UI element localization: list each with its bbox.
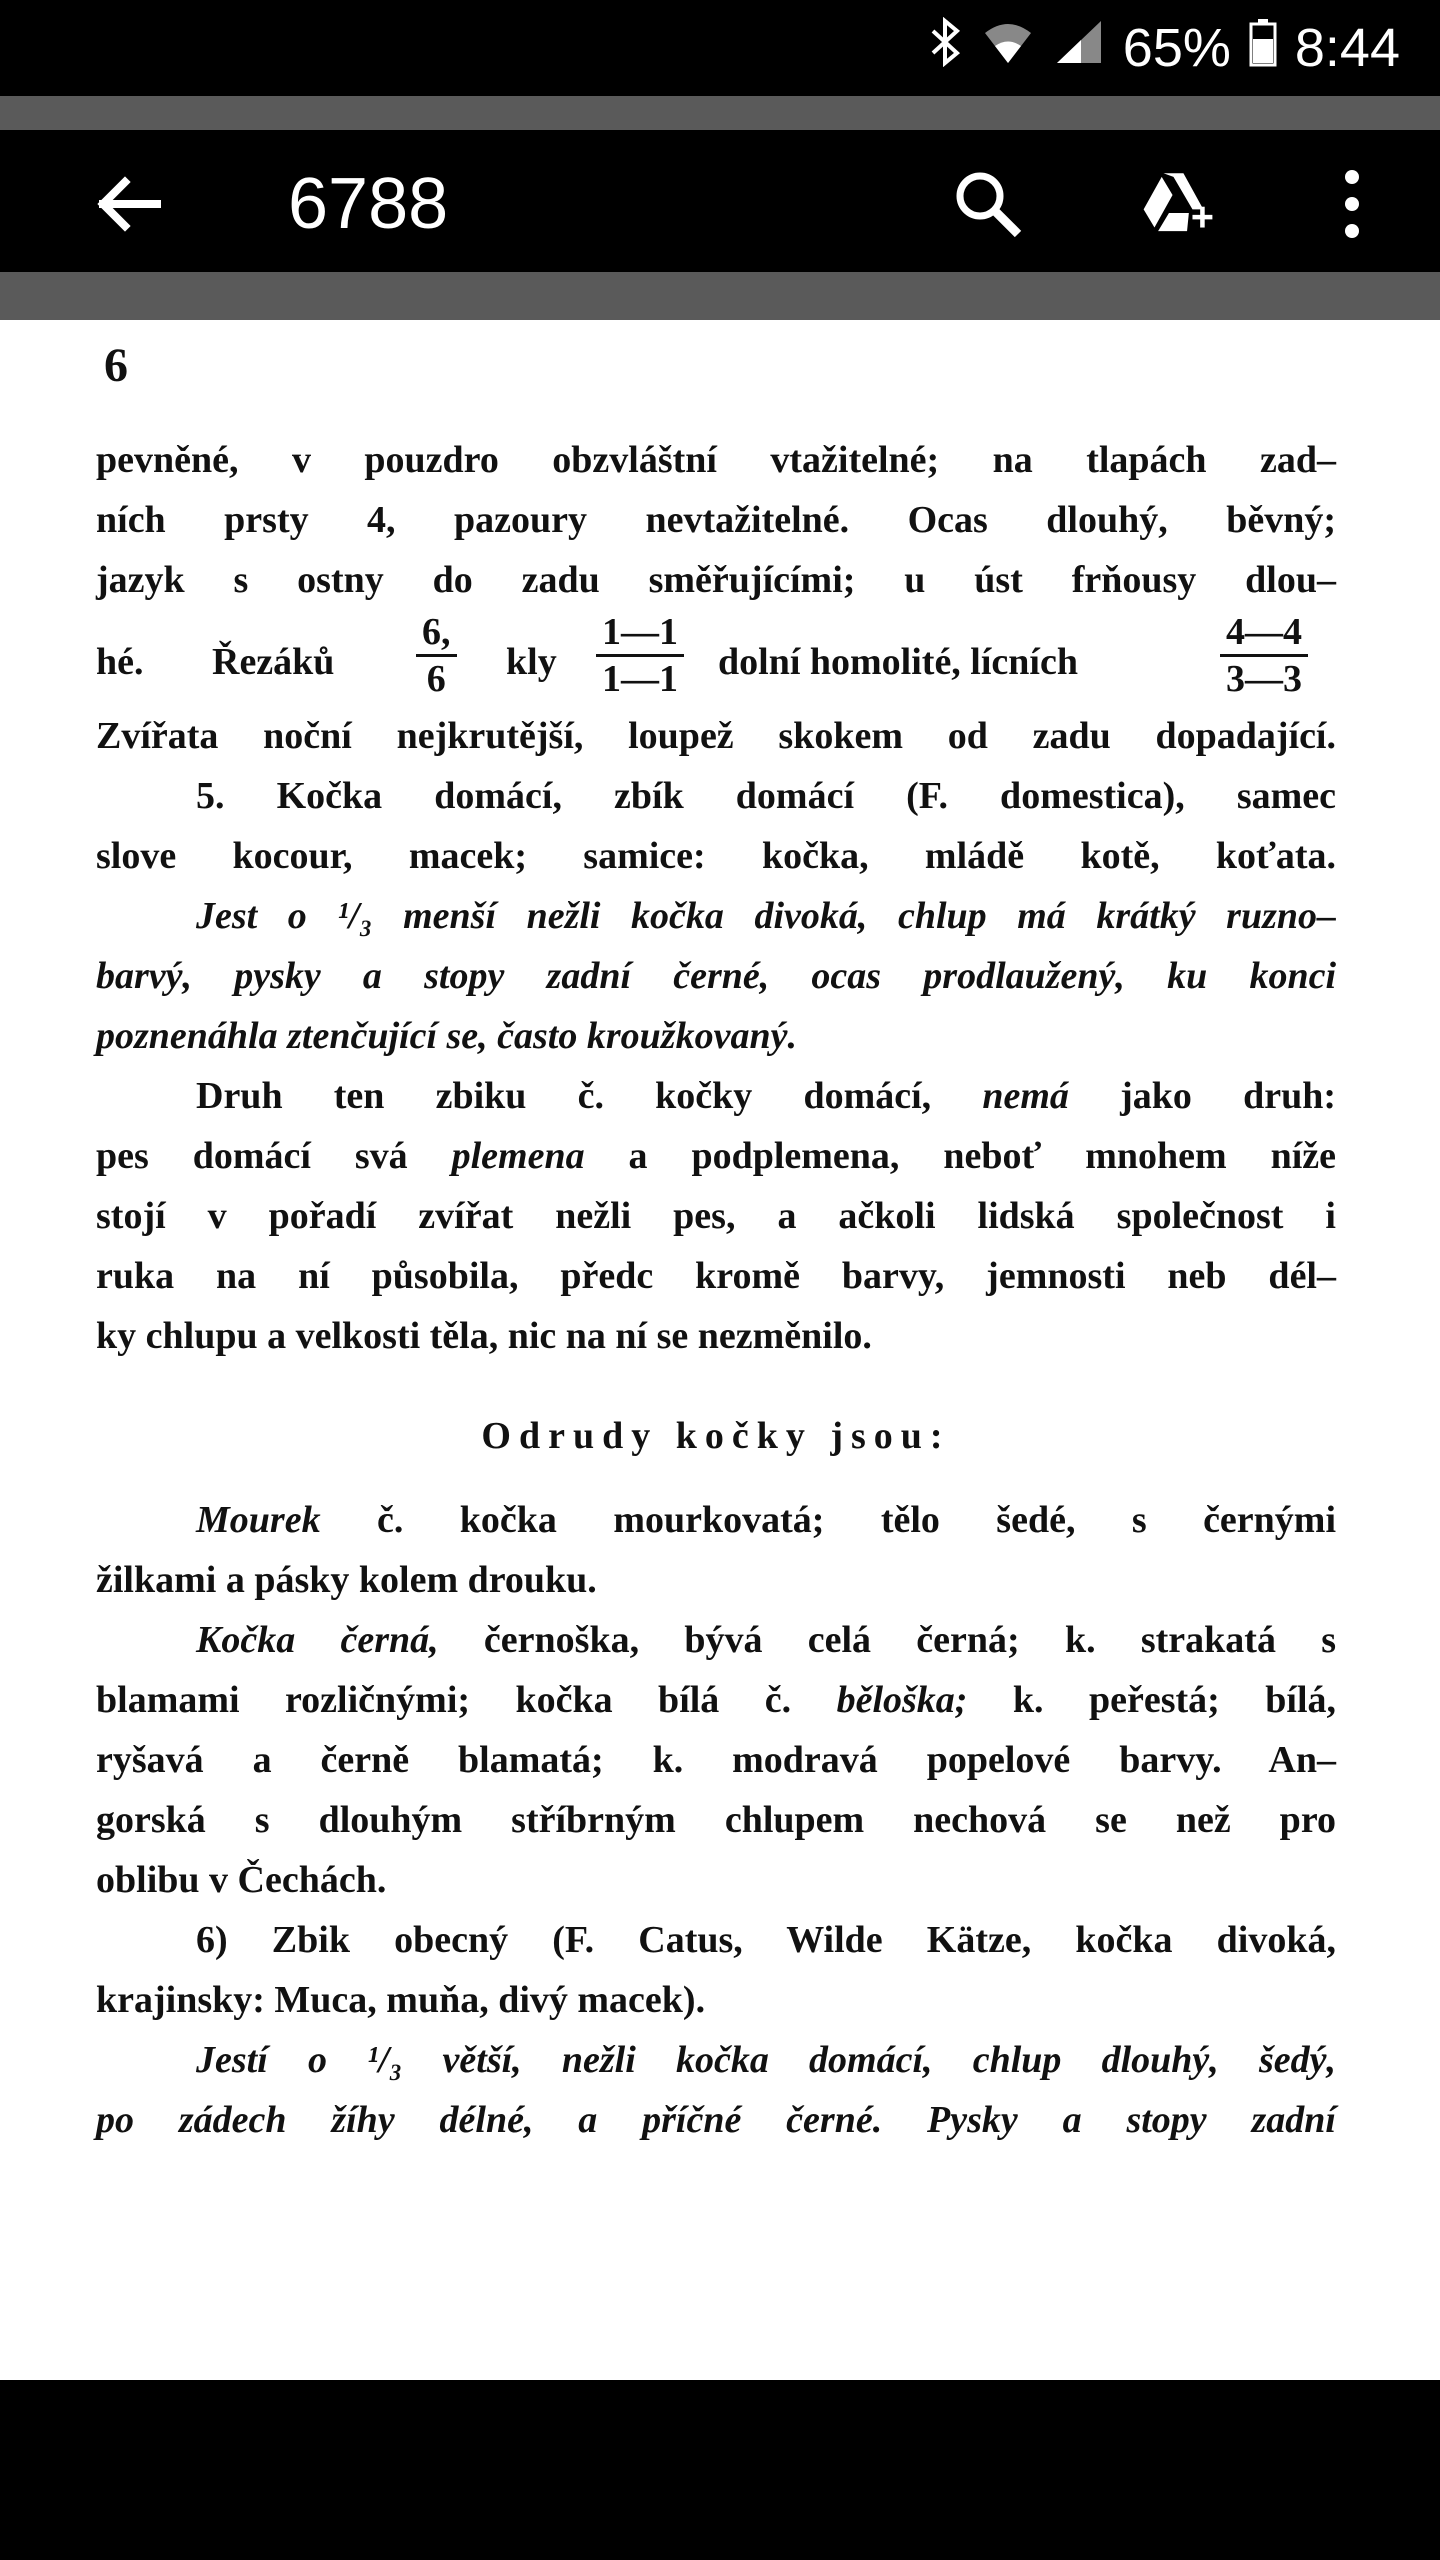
document-title: 6788 <box>288 164 449 244</box>
bluetooth-icon <box>929 17 963 80</box>
fraction-numerator: 4—4 <box>1220 610 1308 657</box>
formula-text: kly <box>506 641 557 683</box>
drive-add-icon[interactable] <box>1140 166 1216 242</box>
status-icons <box>929 18 1400 78</box>
page-text <box>96 430 1336 2150</box>
text-line: ruka na ní působila, předc kromě barvy, jemnosti neb dél– <box>96 1255 1336 1297</box>
text-line: barvý, pysky a stopy zadní černé, ocas prodlaužený, ku konci <box>96 955 1336 997</box>
formula-fraction <box>596 610 684 701</box>
text-run: jako druh: <box>1120 1075 1336 1117</box>
text-line: 5. Kočka domácí, zbík domácí (F. domestica), samec <box>196 775 1336 817</box>
text-line: ky chlupu a velkosti těla, nic na ní se nezměnilo. <box>96 1315 872 1357</box>
toolbar-divider <box>0 272 1440 320</box>
text-line: slove kocour, macek; samice: kočka, mládě kotě, koťata. <box>96 835 1336 877</box>
text-line: gorská s dlouhým stříbrným chlupem nechová se než pro <box>96 1799 1336 1841</box>
formula-fraction <box>416 610 457 701</box>
text-run: Druh ten zbiku č. kočky domácí, <box>196 1075 932 1117</box>
text-line <box>96 1066 1336 1126</box>
text-line: oblibu v Čechách. <box>96 1859 387 1901</box>
text-line: jazyk s ostny do zadu směřujícími; u úst frňousy dlou– <box>96 559 1336 601</box>
text-line: stojí v pořadí zvířat nežli pes, a ačkoli lidská společnost i <box>96 1195 1336 1237</box>
text-run: blamami rozličnými; kočka bílá č. <box>96 1679 792 1721</box>
fraction-numerator: 1—1 <box>596 610 684 657</box>
text-line: Jestí o ¹/₃ větší, nežli kočka domácí, chlup dlouhý, šedý, <box>196 2039 1336 2081</box>
wifi-icon <box>981 17 1035 80</box>
document-page <box>0 320 1440 2380</box>
text-line: pevněné, v pouzdro obzvláštní vtažitelné; na tlapách zad– <box>96 439 1336 481</box>
text-run: a podplemena, neboť mnohem níže <box>628 1135 1337 1177</box>
app-toolbar <box>0 130 1440 272</box>
system-nav-bar <box>0 2380 1440 2560</box>
text-run: pes domácí svá <box>96 1135 408 1177</box>
fraction-denominator: 3—3 <box>1226 658 1302 700</box>
text-line: po zádech žíhy délné, a příčné černé. Pysky a stopy zadní <box>96 2099 1336 2141</box>
text-run: č. kočka mourkovatá; tělo šedé, s černými <box>377 1499 1337 1541</box>
more-vert-icon[interactable] <box>1314 166 1390 242</box>
fraction-numerator: 6, <box>416 610 457 657</box>
back-arrow-icon[interactable] <box>90 166 166 242</box>
clock: 8:44 <box>1294 18 1400 78</box>
formula-fraction <box>1220 610 1308 701</box>
text-line: žilkami a pásky kolem drouku. <box>96 1559 597 1601</box>
text-run: nemá <box>982 1075 1069 1117</box>
page-number: 6 <box>104 339 128 392</box>
fraction-denominator: 1—1 <box>602 658 678 700</box>
text-run: plemena <box>451 1135 585 1177</box>
formula-text: hé. <box>96 641 144 683</box>
status-bar <box>0 0 1440 96</box>
dental-formula <box>96 610 1336 706</box>
fraction-denominator: 6 <box>426 658 446 700</box>
text-run: černoška, bývá celá černá; k. strakatá s <box>483 1619 1337 1661</box>
battery-icon <box>1249 17 1277 80</box>
formula-text: dolní homolité, lícních <box>718 641 1078 683</box>
text-line: ních prsty 4, pazoury nevtažitelné. Ocas dlouhý, běvný; <box>96 499 1336 541</box>
text-line: 6) Zbik obecný (F. Catus, Wilde Kätze, kočka divoká, <box>196 1919 1336 1961</box>
formula-text: Řezáků <box>212 641 335 683</box>
text-run: k. peřestá; bílá, <box>1012 1679 1337 1721</box>
text-run: běloška; <box>836 1679 968 1721</box>
section-heading: Odrudy kočky jsou: <box>481 1415 951 1457</box>
text-line <box>96 1126 1336 1186</box>
text-line: Jest o ¹/₃ menší nežli kočka divoká, chlup má krátký ruzno– <box>196 895 1336 937</box>
text-line <box>96 1490 1336 1550</box>
text-line: Zvířata noční nejkrutější, loupež skokem od zadu dopadající. <box>96 715 1336 757</box>
battery-percent: 65% <box>1122 18 1231 78</box>
text-line: ryšavá a černě blamatá; k. modravá popelové barvy. An– <box>96 1739 1336 1781</box>
text-run: Mourek <box>196 1499 321 1541</box>
text-line: poznenáhla ztenčující se, často kroužkovaný. <box>96 1015 797 1057</box>
text-run: Kočka černá, <box>196 1619 439 1661</box>
text-line <box>96 1670 1336 1730</box>
text-line: krajinsky: Muca, muňa, divý macek). <box>96 1979 706 2021</box>
search-icon[interactable] <box>950 166 1026 242</box>
status-divider <box>0 96 1440 130</box>
signal-icon <box>1053 17 1105 80</box>
text-line <box>96 1610 1336 1670</box>
